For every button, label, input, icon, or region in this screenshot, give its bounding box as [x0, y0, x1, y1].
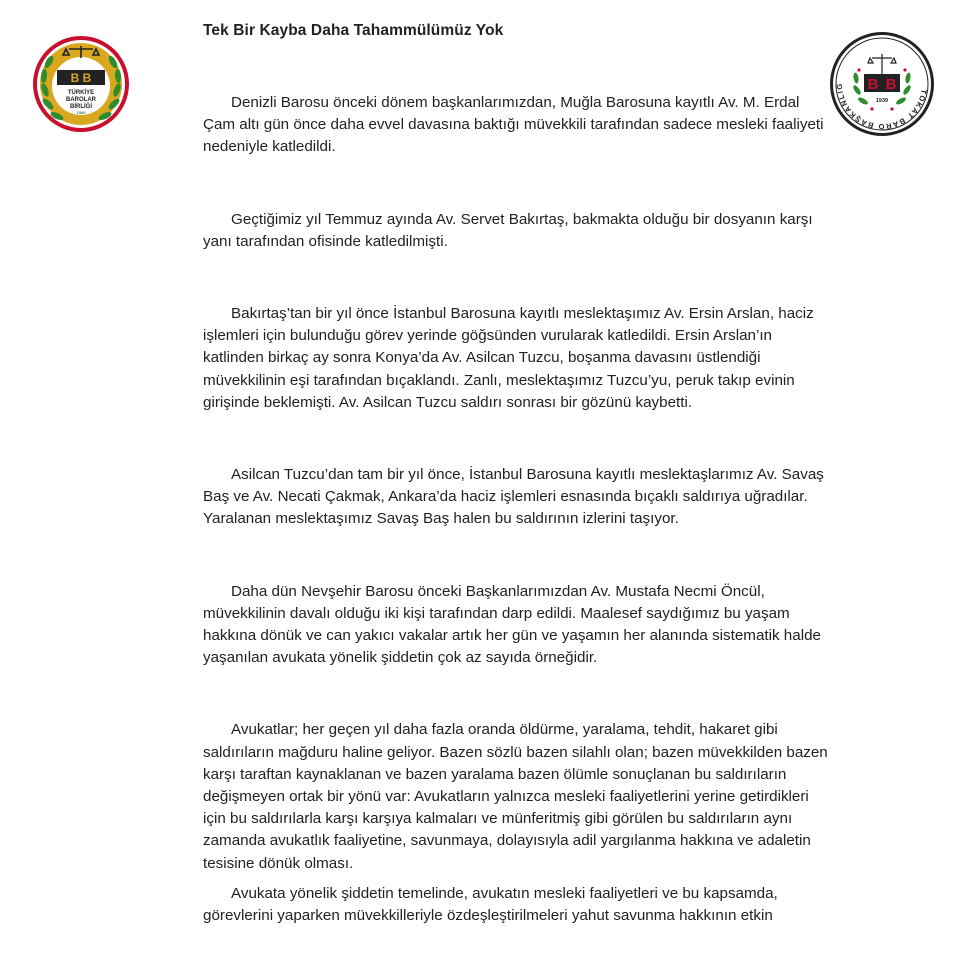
tokat-barosu-logo [828, 30, 936, 138]
paragraph: Avukatlar; her geçen yıl daha fazla oranda öldürme, yaralama, tehdit, hakaret gibi saldırıların mağduru haline geliyor. Bazen sözlü bazen silahlı olan; bazen müvekkilden bazen karşı taraftan kaynaklanan ve bazen yaralama bazen ölümle sonuçlanan bu saldırıların değişmeyen ortak bir yönü var: Avukatların yalnızca mesleki faaliyetlerini yerine getirdikleri için bu saldırılarla karşı karşıya kalmaları ve münferitmiş gibi görülen bu saldırıların aynı zamanda avukatlık faaliyetine, savunmaya, dolayısıyla adil yargılanma hakkına ve adaletin tesisine dönük olması. [203, 721, 828, 872]
svg-text:BİRLİĞİ: BİRLİĞİ [70, 104, 92, 110]
paragraph: Bakırtaş’tan bir yıl önce İstanbul Barosuna kayıtlı meslektaşımız Av. Ersin Arslan, haciz işlemleri için bulunduğu görev yerinde göğsünden vurularak katledildi. Ersin Arslan’ın katlinden birkaç ay sonra Konya’da Av. Asilcan Tuzcu, boşanma davasını üstlendiği müvekkilinin eşi tarafından bıçaklandı. Zanlı, meslektaşımız Tuzcu’yu, peruk takıp evinin girişinde beklemişti. Av. Asilcan Tuzcu saldırı sonrası bir gözünü kaybetti. [203, 305, 814, 411]
svg-text:B B: B B [70, 71, 92, 85]
paragraph: Denizli Barosu önceki dönem başkanlarımızdan, Muğla Barosuna kayıtlı Av. M. Erdal Çam altı gün önce daha evvel davasına baktığı müvekkili tarafından sadece mesleki faaliyeti nedeniyle katledildi. [203, 94, 824, 156]
paragraph: Geçtiğimiz yıl Temmuz ayında Av. Servet Bakırtaş, bakmakta olduğu bir dosyanın karşı yanı tarafından ofisinde katledilmişti. [203, 210, 813, 250]
document-body [203, 20, 833, 927]
svg-text:1939: 1939 [875, 98, 889, 104]
svg-text:TÜRKİYE: TÜRKİYE [67, 90, 95, 96]
svg-text:BAROLAR: BAROLAR [66, 97, 96, 103]
svg-text:B: B [867, 76, 879, 93]
svg-text:TOKAT BARO BAŞKANLIĞI: TOKAT BARO BAŞKANLIĞ [834, 82, 929, 132]
tokat-baro-emblem-icon [828, 30, 936, 138]
turkiye-barolar-birligi-logo [31, 34, 131, 134]
svg-text:B: B [885, 76, 897, 93]
tbb-emblem-icon [31, 34, 131, 134]
paragraph: Asilcan Tuzcu’dan tam bir yıl önce, İstanbul Barosuna kayıtlı meslektaşlarımız Av. Savaş Baş ve Av. Necati Çakmak, Ankara’da haciz işlemleri esnasında bıçaklı saldırıya uğradılar. Yaralanan meslektaşımız Savaş Baş halen bu saldırının izlerini taşıyor. [203, 466, 824, 528]
page-title: Tek Bir Kayba Daha Tahammülümüz Yok [203, 22, 504, 39]
svg-text:1969: 1969 [76, 110, 86, 115]
paragraph: Daha dün Nevşehir Barosu önceki Başkanlarımızdan Av. Mustafa Necmi Öncül, müvekkilinin davalı olduğu iki kişi tarafından darp edildi. Maalesef saydığımız bu yaşam hakkına dönük ve can yakıcı vakalar artık her gün ve yaşamın her alanında sistematik halde yaşanılan avukata yönelik şiddetin çok az sayıda örneğidir. [203, 582, 821, 667]
paragraph: Avukata yönelik şiddetin temelinde, avukatın mesleki faaliyetleri ve bu kapsamda, görevlerini yaparken müvekkilleriyle özdeşleştirilmeleri yahut savunma hakkının etkin [203, 884, 778, 925]
